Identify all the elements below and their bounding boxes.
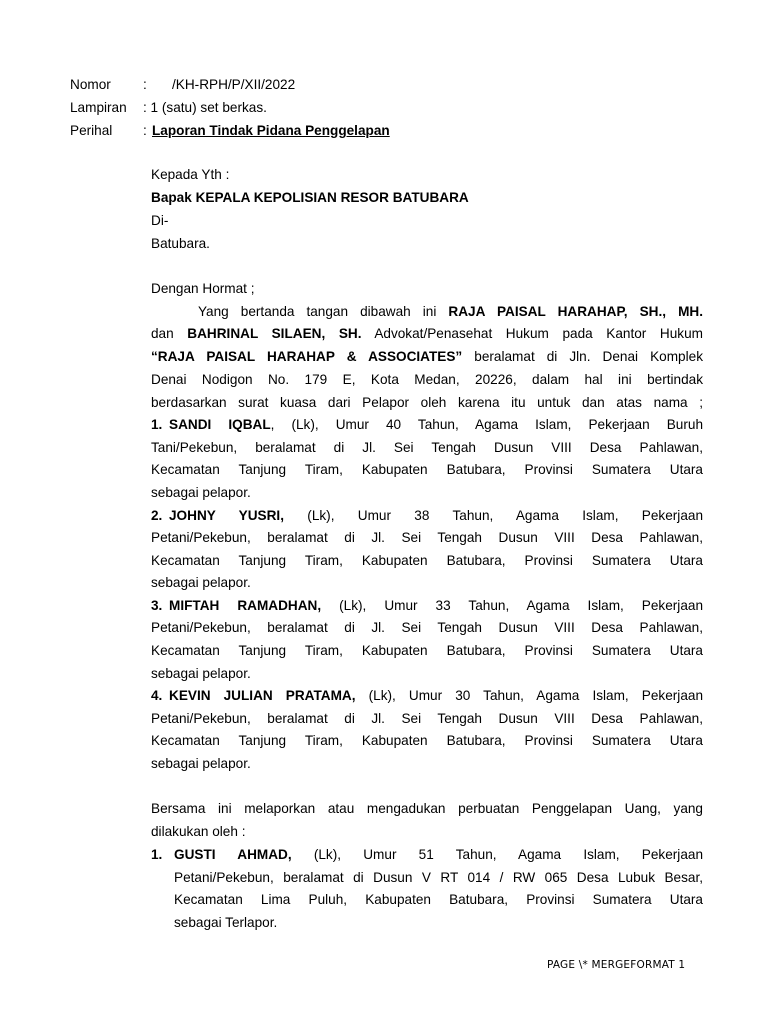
- reporter-line-3: Kecamatan Tanjung Tiram, Kabupaten Batubara, Provinsi Sumatera Utara: [151, 553, 703, 568]
- intro-line-4: Denai Nodigon No. 179 E, Kota Medan, 20226, dalam hal ini bertindak: [151, 372, 703, 387]
- recipient-city: Batubara.: [151, 236, 210, 251]
- reported-line-2: Petani/Pekebun, beralamat di Dusun V RT 014 / RW 065 Desa Lubuk Besar,: [174, 870, 703, 885]
- perihal-label: Perihal: [70, 123, 113, 138]
- recipient-kepada: Kepada Yth :: [151, 167, 230, 182]
- intro-line-3: “RAJA PAISAL HARAHAP & ASSOCIATES” beralamat di Jln. Denai Komplek: [151, 349, 703, 364]
- reported-line-1: GUSTI AHMAD, (Lk), Umur 51 Tahun, Agama Islam, Pekerjaan: [174, 847, 704, 862]
- reporter-line-3: Kecamatan Tanjung Tiram, Kabupaten Batubara, Provinsi Sumatera Utara: [151, 643, 703, 658]
- page-number-field: PAGE \* MERGEFORMAT 1: [547, 959, 686, 971]
- reporter-number: 4.: [151, 688, 163, 703]
- reporter-line-4: sebagai pelapor.: [151, 666, 251, 681]
- reporter-number: 1.: [151, 417, 163, 432]
- intro-line-5: berdasarkan surat kuasa dari Pelapor oleh karena itu untuk dan atas nama ;: [151, 395, 703, 410]
- reporter-line-1: KEVIN JULIAN PRATAMA, (Lk), Umur 30 Tahun, Agama Islam, Pekerjaan: [169, 688, 703, 703]
- reporter-line-4: sebagai pelapor.: [151, 485, 251, 500]
- reporter-number: 3.: [151, 598, 163, 613]
- reporter-line-1: MIFTAH RAMADHAN, (Lk), Umur 33 Tahun, Agama Islam, Pekerjaan: [169, 598, 704, 613]
- reported-line-3: Kecamatan Lima Puluh, Kabupaten Batubara, Provinsi Sumatera Utara: [174, 892, 703, 907]
- reported-number: 1.: [151, 847, 163, 862]
- report-line-2: dilakukan oleh :: [151, 824, 246, 839]
- reporter-number: 2.: [151, 508, 163, 523]
- reporter-line-2: Petani/Pekebun, beralamat di Jl. Sei Tengah Dusun VIII Desa Pahlawan,: [151, 530, 703, 545]
- reporter-line-2: Petani/Pekebun, beralamat di Jl. Sei Tengah Dusun VIII Desa Pahlawan,: [151, 620, 703, 635]
- reporter-line-1: JOHNY YUSRI, (Lk), Umur 38 Tahun, Agama Islam, Pekerjaan: [169, 508, 704, 523]
- reporter-line-2: Petani/Pekebun, beralamat di Jl. Sei Tengah Dusun VIII Desa Pahlawan,: [151, 711, 703, 726]
- recipient-name: Bapak KEPALA KEPOLISIAN RESOR BATUBARA: [151, 190, 469, 205]
- reporter-line-4: sebagai pelapor.: [151, 575, 251, 590]
- lampiran-label: Lampiran: [70, 100, 127, 115]
- lampiran-value: : 1 (satu) set berkas.: [143, 100, 267, 115]
- reporter-line-3: Kecamatan Tanjung Tiram, Kabupaten Batubara, Provinsi Sumatera Utara: [151, 462, 703, 477]
- intro-line-1: Yang bertanda tangan dibawah ini RAJA PAISAL HARAHAP, SH., MH.: [198, 304, 703, 319]
- perihal-separator: :: [143, 123, 147, 138]
- reported-line-4: sebagai Terlapor.: [174, 915, 278, 930]
- intro-line-2: dan BAHRINAL SILAEN, SH. Advokat/Penasehat Hukum pada Kantor Hukum: [151, 326, 703, 341]
- reporter-line-4: sebagai pelapor.: [151, 756, 251, 771]
- greeting: Dengan Hormat ;: [151, 281, 255, 296]
- nomor-separator: :: [143, 77, 147, 92]
- report-line-1: Bersama ini melaporkan atau mengadukan perbuatan Penggelapan Uang, yang: [151, 801, 703, 816]
- perihal-value: Laporan Tindak Pidana Penggelapan: [152, 123, 390, 138]
- nomor-label: Nomor: [70, 77, 111, 92]
- nomor-value: /KH-RPH/P/XII/2022: [172, 77, 296, 92]
- reporter-line-1: SANDI IQBAL, (Lk), Umur 40 Tahun, Agama Islam, Pekerjaan Buruh: [169, 417, 704, 432]
- reporter-line-2: Tani/Pekebun, beralamat di Jl. Sei Tengah Dusun VIII Desa Pahlawan,: [151, 440, 703, 455]
- recipient-di: Di-: [151, 213, 169, 228]
- reporter-line-3: Kecamatan Tanjung Tiram, Kabupaten Batubara, Provinsi Sumatera Utara: [151, 733, 703, 748]
